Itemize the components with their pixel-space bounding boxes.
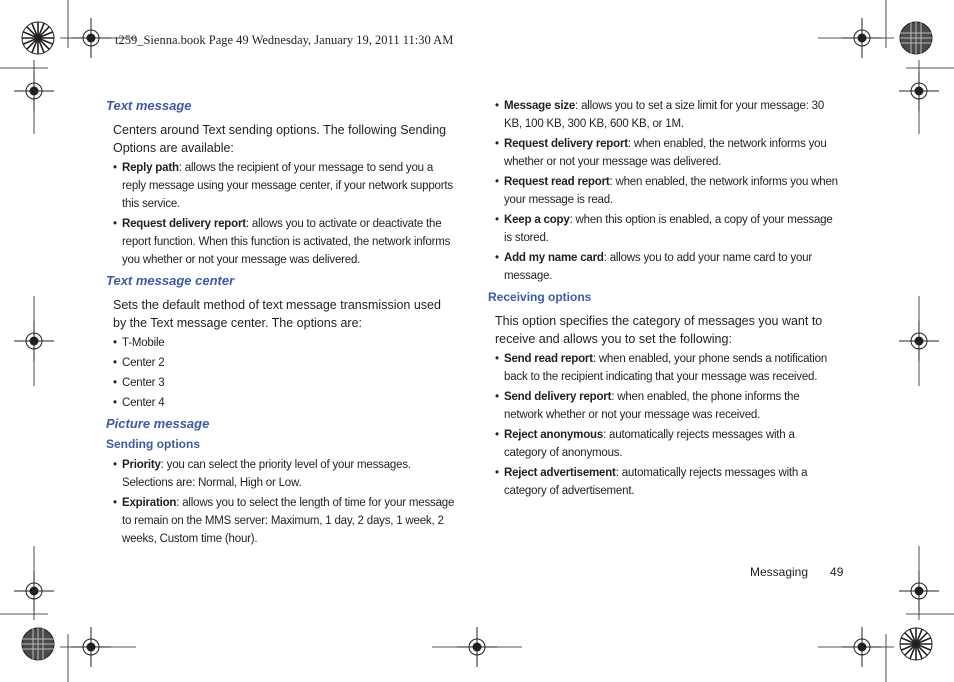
list-item: • Center 4	[106, 394, 456, 412]
receiving-options-list	[488, 350, 838, 500]
subsection-title-sending-options: Sending options	[106, 437, 200, 451]
list-item: • Reject advertisement: automatically rejects messages with a category of advertisement.	[488, 464, 838, 500]
list-item: • Message size: allows you to set a size limit for your message: 30 KB, 100 KB, 300 KB, 600 KB, or 1M.	[488, 97, 838, 133]
list-item: • Reply path: allows the recipient of your message to send you a reply message using your message center, if your network supports this service.	[106, 159, 456, 213]
list-item: • Reject anonymous: automatically rejects messages with a category of anonymous.	[488, 426, 838, 462]
section-title-picture-message: Picture message	[106, 416, 210, 431]
footer-section-name: Messaging	[750, 565, 809, 579]
sending-options-list	[106, 456, 456, 548]
list-item: • Request delivery report: when enabled, the network informs you whether or not your message was delivered.	[488, 135, 838, 171]
right-column	[488, 97, 838, 506]
list-item: • Add my name card: allows you to add your name card to your message.	[488, 249, 838, 285]
list-item: • Send read report: when enabled, your phone sends a notification back to the recipient indicating that your message was received.	[488, 350, 838, 386]
page-number: 49	[830, 565, 844, 579]
left-column	[106, 98, 456, 554]
text-message-center-intro: Sets the default method of text message transmission used by the Text message center. The options are:	[113, 298, 441, 330]
subsection-title-receiving-options: Receiving options	[488, 290, 592, 304]
page-footer	[750, 565, 843, 579]
sending-options-continued-list	[488, 97, 838, 285]
list-item: • Keep a copy: when this option is enabled, a copy of your message is stored.	[488, 211, 838, 247]
list-item: • Send delivery report: when enabled, the phone informs the network whether or not your message was received.	[488, 388, 838, 424]
list-item: • T-Mobile	[106, 334, 456, 352]
list-item: • Request read report: when enabled, the network informs you when your message is read.	[488, 173, 838, 209]
book-header-line: t259_Sienna.book Page 49 Wednesday, January 19, 2011 11:30 AM	[115, 33, 454, 47]
list-item: • Center 3	[106, 374, 456, 392]
list-item: • Center 2	[106, 354, 456, 372]
list-item: • Expiration: allows you to select the length of time for your message to remain on the MMS server: Maximum, 1 day, 2 days, 1 week, 2 weeks, Custom time (hour).	[106, 494, 456, 548]
center-options-list	[106, 334, 456, 412]
text-message-intro: Centers around Text sending options. The following Sending Options are available:	[113, 123, 447, 155]
receiving-options-intro: This option specifies the category of messages you want to receive and allows you to set the following:	[495, 314, 823, 346]
text-message-options-list	[106, 159, 456, 269]
section-title-text-message-center: Text message center	[106, 273, 235, 288]
list-item: • Priority: you can select the priority level of your messages. Selections are: Normal, High or Low.	[106, 456, 456, 492]
section-title-text-message: Text message	[106, 98, 192, 113]
list-item: • Request delivery report: allows you to activate or deactivate the report function. When this function is activated, the network informs you whether or not your message was delivered.	[106, 215, 456, 269]
